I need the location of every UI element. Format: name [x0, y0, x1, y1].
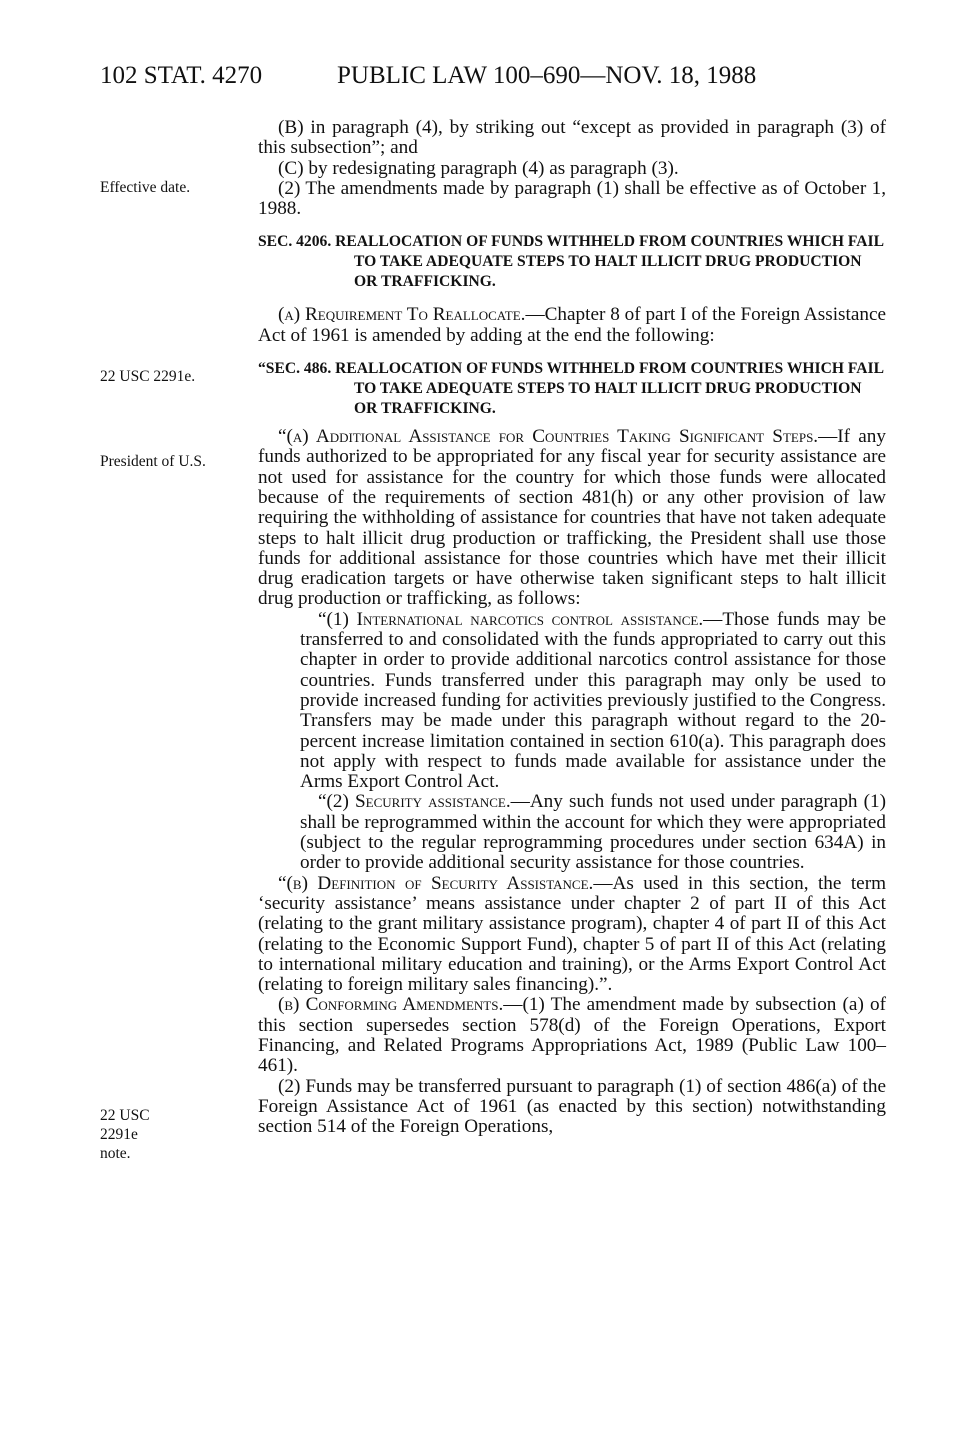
- subsection-b-text: —(1) The amendment made by subsection (a) of this section supersedes section 578(d) of the Foreign Operations, Export Financing, and Related Programs Appropriations Act, 1989 (Public Law 100–461).: [258, 994, 886, 1077]
- paragraph-1-text: —Those funds may be transferred to and consolidated with the funds appropriated to carry out this chapter in order to provide additional narcotics control assistance for those countries. Funds transferred under this paragraph may only be used to provide increased funding for activities previously justified to the Congress. Transfers may be made under this paragraph without regard to the 20-percent increase limitation contained in section 610(a). This paragraph does not apply with respect to funds made available for assistance under the Arms Export Control Act.: [300, 608, 886, 793]
- section-486-subsection-b: [258, 874, 886, 996]
- section-486-subsection-a: [258, 427, 886, 610]
- margin-note-usc-note: 22 USC 2291e note.: [100, 1107, 150, 1162]
- subsection-b-heading: (b) Conforming Amendments.: [278, 994, 504, 1016]
- margin-note-president: President of U.S.: [100, 453, 206, 470]
- subsection-a-heading: (a) Requirement To Reallocate.: [278, 304, 526, 326]
- paragraph-c: (C) by redesignating paragraph (4) as paragraph (3).: [278, 157, 679, 179]
- section-486-heading: “SEC. 486. REALLOCATION OF FUNDS WITHHELD FROM COUNTRIES WHICH FAIL TO TAKE ADEQUATE STEPS TO HALT ILLICIT DRUG PRODUCTION OR TRAFFICKING.: [258, 360, 884, 418]
- subsection-a-text: —Chapter 8 of part I of the Foreign Assistance Act of 1961 is amended by adding at the end the following:: [258, 304, 886, 346]
- subsection-b: [258, 995, 886, 1076]
- paragraph-2: (2) The amendments made by paragraph (1) shall be effective as of October 1, 1988.: [258, 177, 886, 220]
- paragraph-2-heading: “(2) Security assistance.: [318, 791, 511, 813]
- section-486-subsection-a-text: —If any funds authorized to be appropriated for any fiscal year for security assistance are not used for assistance for the country for which those funds were allocated because of the requirements of section 481(h) or any other provision of law requiring the withholding of assistance for countries that have not taken adequate steps to halt illicit drug production or trafficking, the President shall use those funds for additional assistance for those countries which have met their illicit drug eradication targets or have otherwise taken significant steps to halt illicit drug production or trafficking, as follows:: [258, 426, 886, 610]
- section-486-subsection-b-heading: “(b) Definition of Security Assistance.: [278, 872, 594, 894]
- section-486-paragraph-2: [258, 792, 886, 873]
- margin-note-effective-date: Effective date.: [100, 179, 191, 196]
- margin-note-usc: 22 USC 2291e.: [100, 368, 196, 385]
- section-4206-heading: SEC. 4206. REALLOCATION OF FUNDS WITHHELD FROM COUNTRIES WHICH FAIL TO TAKE ADEQUATE STEPS TO HALT ILLICIT DRUG PRODUCTION OR TRAFFICKING.: [258, 233, 884, 291]
- section-486-paragraph-1: [258, 610, 886, 793]
- paragraph-1-heading: “(1) International narcotics control assistance.: [318, 608, 704, 630]
- public-law-title: PUBLIC LAW 100–690—NOV. 18, 1988: [337, 62, 757, 89]
- document-body: [258, 118, 886, 1137]
- subsection-b-paragraph-2: (2) Funds may be transferred pursuant to paragraph (1) of section 486(a) of the Foreign Assistance Act of 1961 (as enacted by this section) notwithstanding section 514 of the Foreign Operations,: [258, 1075, 886, 1138]
- section-486-subsection-b-text: —As used in this section, the term ‘security assistance’ means assistance under chapter 2 of part II of this Act (relating to the grant military assistance program), chapter 4 of part II of this Act (relating to the Economic Support Fund), chapter 5 of part II of this Act (relating to international military education and training), or the Arms Export Control Act (relating to foreign military sales financing).”.: [258, 872, 887, 996]
- paragraph-b: (B) in paragraph (4), by striking out “except as provided in paragraph (3) of this subsection”; and: [258, 117, 886, 159]
- subsection-a: [258, 305, 886, 346]
- paragraph-2-text: —Any such funds not used under paragraph (1) shall be reprogrammed within the account for which they were appropriated (subject to the regular reprogramming procedures under section 634A) in order to provide additional security assistance for those countries.: [300, 791, 886, 874]
- section-486-subsection-a-heading: “(a) Additional Assistance for Countries Taking Significant Steps.: [278, 426, 819, 448]
- stat-citation: 102 STAT. 4270: [100, 62, 263, 89]
